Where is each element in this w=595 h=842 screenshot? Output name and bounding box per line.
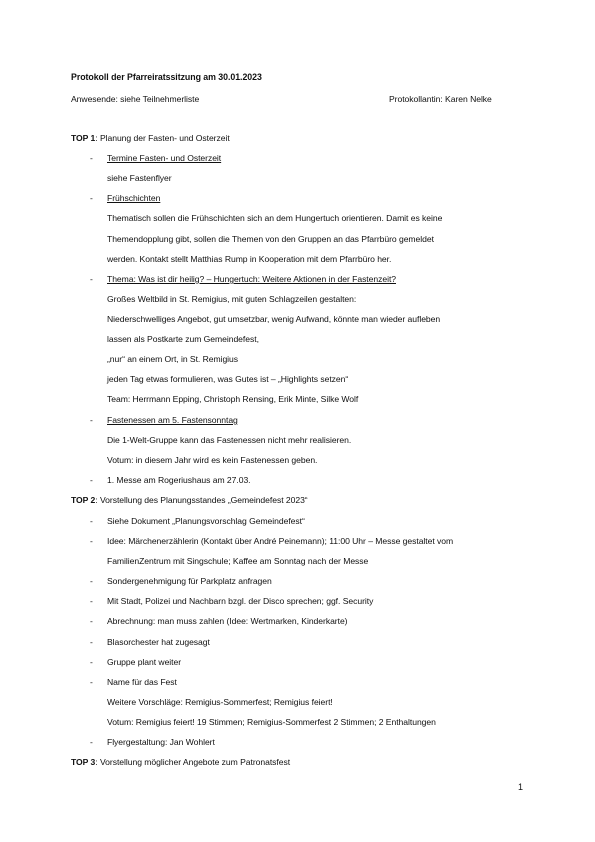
top1-heading-text: : Planung der Fasten- und Osterzeit <box>95 133 230 143</box>
top1-item4-line: Die 1-Welt-Gruppe kann das Fastenessen nicht mehr realisieren. <box>107 435 352 445</box>
top1-item1-text: siehe Fastenflyer <box>107 173 172 183</box>
attendees-line: Anwesende: siehe Teilnehmerliste <box>71 94 200 104</box>
bullet-dash: - <box>90 616 93 626</box>
bullet-dash: - <box>90 657 93 667</box>
bullet-dash: - <box>90 475 93 485</box>
top1-item4-line: Votum: in diesem Jahr wird es kein Fastenessen geben. <box>107 455 318 465</box>
bullet-dash: - <box>90 415 93 425</box>
bullet-dash: - <box>90 516 93 526</box>
top1-item3-heading: Thema: Was ist dir heilig? – Hungertuch: Weitere Aktionen in der Fastenzeit? <box>107 274 397 284</box>
top1-heading <box>71 133 230 144</box>
top2-item: Idee: Märchenerzählerin (Kontakt über André Peinemann); 11:00 Uhr – Messe gestaltet vom <box>107 536 454 546</box>
top2-name-line: Weitere Vorschläge: Remigius-Sommerfest; Remigius feiert! <box>107 697 333 707</box>
bullet-dash: - <box>90 193 93 203</box>
top1-item3-line: Großes Weltbild in St. Remigius, mit guten Schlagzeilen gestalten: <box>107 294 357 304</box>
top2-item: Gruppe plant weiter <box>107 657 182 667</box>
top2-item: Siehe Dokument „Planungsvorschlag Gemeindefest“ <box>107 516 305 526</box>
top2-item: Flyergestaltung: Jan Wohlert <box>107 737 215 747</box>
top2-name-line: Votum: Remigius feiert! 19 Stimmen; Remigius-Sommerfest 2 Stimmen; 2 Enthaltungen <box>107 717 436 727</box>
top2-item: Blasorchester hat zugesagt <box>107 637 210 647</box>
bullet-dash: - <box>90 737 93 747</box>
top3-heading-text: : Vorstellung möglicher Angebote zum Patronatsfest <box>95 757 291 767</box>
top1-item3-line: Team: Herrmann Epping, Christoph Rensing, Erik Minte, Silke Wolf <box>107 394 359 404</box>
top2-heading-text: : Vorstellung des Planungsstandes „Gemeindefest 2023“ <box>95 495 308 505</box>
top2-item: Sondergenehmigung für Parkplatz anfragen <box>107 576 272 586</box>
top1-item3-line: „nur“ an einem Ort, in St. Remigius <box>107 354 239 364</box>
top1-item3-line: lassen als Postkarte zum Gemeindefest, <box>107 334 259 344</box>
top1-item4-heading: Fastenessen am 5. Fastensonntag <box>107 415 238 425</box>
top1-item3-line: jeden Tag etwas formulieren, was Gutes ist – „Highlights setzen“ <box>107 374 349 384</box>
top2-label: TOP 2 <box>71 495 96 505</box>
top2-item: Name für das Fest <box>107 677 177 687</box>
top1-item5-text: 1. Messe am Rogeriushaus am 27.03. <box>107 475 251 485</box>
top2-item: Mit Stadt, Polizei und Nachbarn bzgl. der Disco sprechen; ggf. Security <box>107 596 374 606</box>
top1-item2-line: Themendopplung gibt, sollen die Themen von den Gruppen an das Pfarrbüro gemeldet <box>107 234 434 244</box>
bullet-dash: - <box>90 536 93 546</box>
top2-item-continuation: FamilienZentrum mit Singschule; Kaffee am Sonntag nach der Messe <box>107 556 369 566</box>
top1-item1-heading: Termine Fasten- und Osterzeit <box>107 153 222 163</box>
top2-item: Abrechnung: man muss zahlen (Idee: Wertmarken, Kinderkarte) <box>107 616 348 626</box>
top1-item2-line: Thematisch sollen die Frühschichten sich an dem Hungertuch orientieren. Damit es keine <box>107 213 443 223</box>
bullet-dash: - <box>90 677 93 687</box>
top1-item2-line: werden. Kontakt stellt Matthias Rump in Kooperation mit dem Pfarrbüro her. <box>107 254 392 264</box>
document-title: Protokoll der Pfarreiratssitzung am 30.01.2023 <box>71 72 262 82</box>
bullet-dash: - <box>90 637 93 647</box>
top1-item2-heading: Frühschichten <box>107 193 161 203</box>
bullet-dash: - <box>90 274 93 284</box>
recorder-line: Protokollantin: Karen Nelke <box>389 94 492 104</box>
top1-item3-line: Niederschwelliges Angebot, gut umsetzbar, wenig Aufwand, könnte man wieder aufleben <box>107 314 441 324</box>
top3-label: TOP 3 <box>71 757 96 767</box>
page-number: 1 <box>518 782 524 792</box>
top3-heading <box>71 757 290 768</box>
bullet-dash: - <box>90 576 93 586</box>
top1-label: TOP 1 <box>71 133 96 143</box>
bullet-dash: - <box>90 596 93 606</box>
bullet-dash: - <box>90 153 93 163</box>
top2-heading <box>71 495 308 506</box>
